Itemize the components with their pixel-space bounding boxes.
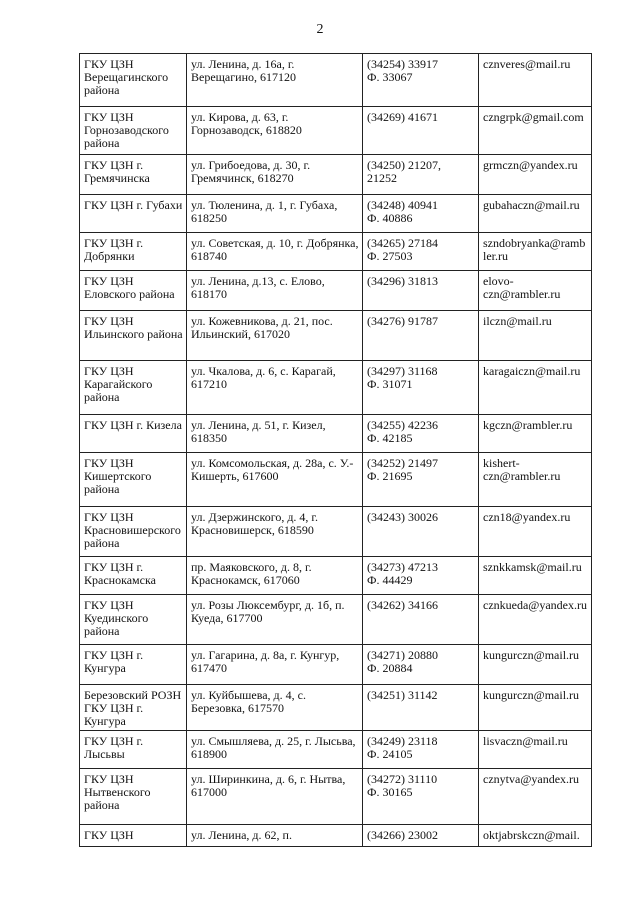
address-cell [187, 361, 363, 415]
table-row [80, 595, 592, 645]
address-text: ул. Ленина, д. 16а, г. Верещагино, 617120 [191, 57, 296, 84]
phone-text: (34266) 23002 [367, 828, 438, 842]
org-cell [80, 107, 187, 155]
email-text: oktjabrskczn@mail. [483, 828, 580, 842]
email-cell [479, 825, 592, 847]
phone-text: (34252) 21497 Ф. 21695 [367, 456, 438, 483]
org-text: ГКУ ЦЗН г. Губахи [84, 198, 183, 212]
email-text: lisvaczn@mail.ru [483, 734, 568, 748]
phone-text: (34272) 31110 Ф. 30165 [367, 772, 438, 799]
table-row [80, 645, 592, 685]
org-text: ГКУ ЦЗН Карагайского района [84, 364, 153, 404]
org-text: ГКУ ЦЗН Нытвенского района [84, 772, 151, 812]
phone-cell [363, 271, 479, 311]
org-cell [80, 361, 187, 415]
table-row [80, 155, 592, 195]
table-row [80, 311, 592, 361]
email-text: cznkueda@yandex.ru [483, 598, 588, 612]
email-text: czngrpk@gmail.com [483, 110, 584, 124]
phone-cell [363, 731, 479, 769]
phone-cell [363, 415, 479, 453]
org-cell [80, 195, 187, 233]
table-row [80, 453, 592, 507]
email-cell [479, 453, 592, 507]
address-cell [187, 271, 363, 311]
org-cell [80, 825, 187, 847]
org-cell [80, 731, 187, 769]
phone-text: (34254) 33917 Ф. 33067 [367, 57, 438, 84]
address-text: ул. Ленина, д. 51, г. Кизел, 618350 [191, 418, 326, 445]
address-text: ул. Кирова, д. 63, г. Горнозаводск, 618820 [191, 110, 302, 137]
phone-text: (34269) 41671 [367, 110, 438, 124]
email-text: elovo- czn@rambler.ru [483, 274, 561, 301]
table-row [80, 557, 592, 595]
address-text: ул. Дзержинского, д. 4, г. Красновишерск, 618590 [191, 510, 318, 537]
phone-cell [363, 155, 479, 195]
address-cell [187, 557, 363, 595]
phone-text: (34248) 40941 Ф. 40886 [367, 198, 438, 225]
org-cell [80, 645, 187, 685]
address-cell [187, 107, 363, 155]
org-cell [80, 769, 187, 825]
phone-cell [363, 453, 479, 507]
address-cell [187, 54, 363, 107]
address-text: ул. Ширинкина, д. 6, г. Нытва, 617000 [191, 772, 346, 799]
address-text: ул. Тюленина, д. 1, г. Губаха, 618250 [191, 198, 338, 225]
address-text: ул. Куйбышева, д. 4, с. Березовка, 617570 [191, 688, 306, 715]
address-cell [187, 731, 363, 769]
org-text: ГКУ ЦЗН [84, 828, 134, 842]
table-row [80, 825, 592, 847]
address-cell [187, 645, 363, 685]
org-cell [80, 685, 187, 731]
table-row [80, 415, 592, 453]
table-row [80, 769, 592, 825]
email-cell [479, 271, 592, 311]
email-text: sznkkamsk@mail.ru [483, 560, 582, 574]
table-row [80, 107, 592, 155]
phone-cell [363, 645, 479, 685]
org-cell [80, 557, 187, 595]
address-cell [187, 453, 363, 507]
address-text: ул. Смышляева, д. 25, г. Лысьва, 618900 [191, 734, 356, 761]
table-row [80, 731, 592, 769]
phone-text: (34250) 21207, 21252 [367, 158, 441, 185]
email-cell [479, 507, 592, 557]
phone-cell [363, 195, 479, 233]
phone-cell [363, 557, 479, 595]
org-cell [80, 311, 187, 361]
org-text: ГКУ ЦЗН г. Добрянки [84, 236, 144, 263]
phone-text: (34262) 34166 [367, 598, 438, 612]
address-text: ул. Ленина, д. 62, п. [191, 828, 292, 842]
phone-text: (34276) 91787 [367, 314, 438, 328]
org-text: ГКУ ЦЗН г. Гремячинска [84, 158, 150, 185]
org-cell [80, 233, 187, 271]
email-cell [479, 155, 592, 195]
email-text: kgczn@rambler.ru [483, 418, 573, 432]
email-text: kishert- czn@rambler.ru [483, 456, 561, 483]
org-cell [80, 271, 187, 311]
address-cell [187, 415, 363, 453]
org-text: Березовский РОЗН ГКУ ЦЗН г. Кунгура [84, 688, 182, 728]
email-text: szndobryanka@rambler.ru [483, 236, 586, 263]
email-text: cznveres@mail.ru [483, 57, 571, 71]
org-cell [80, 507, 187, 557]
address-text: ул. Гагарина, д. 8а, г. Кунгур, 617470 [191, 648, 340, 675]
org-text: ГКУ ЦЗН Верещагинского района [84, 57, 169, 97]
address-cell [187, 685, 363, 731]
org-text: ГКУ ЦЗН г. Кунгура [84, 648, 144, 675]
table-row [80, 361, 592, 415]
email-cell [479, 107, 592, 155]
org-cell [80, 54, 187, 107]
address-cell [187, 595, 363, 645]
email-cell [479, 769, 592, 825]
address-cell [187, 507, 363, 557]
phone-text: (34297) 31168 Ф. 31071 [367, 364, 438, 391]
email-cell [479, 233, 592, 271]
email-cell [479, 361, 592, 415]
phone-text: (34265) 27184 Ф. 27503 [367, 236, 438, 263]
table-row [80, 233, 592, 271]
email-text: gubahaczn@mail.ru [483, 198, 580, 212]
org-cell [80, 155, 187, 195]
table-row [80, 195, 592, 233]
table-row [80, 507, 592, 557]
email-cell [479, 195, 592, 233]
email-text: karagaiczn@mail.ru [483, 364, 581, 378]
phone-text: (34255) 42236 Ф. 42185 [367, 418, 438, 445]
page-number: 2 [316, 22, 324, 37]
phone-text: (34296) 31813 [367, 274, 438, 288]
phone-cell [363, 769, 479, 825]
phone-cell [363, 685, 479, 731]
phone-text: (34273) 47213 Ф. 44429 [367, 560, 438, 587]
org-text: ГКУ ЦЗН г. Краснокамска [84, 560, 156, 587]
org-text: ГКУ ЦЗН Куединского района [84, 598, 149, 638]
org-cell [80, 453, 187, 507]
email-text: czn18@yandex.ru [483, 510, 571, 524]
email-cell [479, 557, 592, 595]
address-cell [187, 233, 363, 271]
table-row [80, 271, 592, 311]
org-text: ГКУ ЦЗН Еловского района [84, 274, 175, 301]
email-text: cznytva@yandex.ru [483, 772, 580, 786]
email-cell [479, 731, 592, 769]
phone-text: (34249) 23118 Ф. 24105 [367, 734, 438, 761]
email-text: grmczn@yandex.ru [483, 158, 578, 172]
org-cell [80, 415, 187, 453]
org-text: ГКУ ЦЗН г. Лысьвы [84, 734, 144, 761]
address-cell [187, 195, 363, 233]
phone-cell [363, 311, 479, 361]
phone-cell [363, 54, 479, 107]
address-text: ул. Грибоедова, д. 30, г. Гремячинск, 618270 [191, 158, 311, 185]
org-cell [80, 595, 187, 645]
address-cell [187, 769, 363, 825]
phone-cell [363, 507, 479, 557]
phone-text: (34251) 31142 [367, 688, 438, 702]
phone-cell [363, 233, 479, 271]
email-cell [479, 645, 592, 685]
address-cell [187, 155, 363, 195]
contacts-table [79, 53, 592, 847]
phone-cell [363, 361, 479, 415]
address-text: ул. Ленина, д.13, с. Елово, 618170 [191, 274, 325, 301]
phone-text: (34243) 30026 [367, 510, 438, 524]
phone-text: (34271) 20880 Ф. 20884 [367, 648, 438, 675]
address-text: ул. Комсомольская, д. 28а, с. У.-Кишерть, 617600 [191, 456, 354, 483]
email-text: ilczn@mail.ru [483, 314, 552, 328]
phone-cell [363, 825, 479, 847]
address-cell [187, 311, 363, 361]
address-text: пр. Маяковского, д. 8, г. Краснокамск, 617060 [191, 560, 312, 587]
table-row [80, 685, 592, 731]
email-cell [479, 595, 592, 645]
org-text: ГКУ ЦЗН г. Кизела [84, 418, 182, 432]
org-text: ГКУ ЦЗН Горнозаводского района [84, 110, 169, 150]
phone-cell [363, 107, 479, 155]
address-text: ул. Кожевникова, д. 21, пос. Ильинский, 617020 [191, 314, 333, 341]
org-text: ГКУ ЦЗН Красновишерского района [84, 510, 181, 550]
email-text: kungurczn@mail.ru [483, 648, 580, 662]
address-text: ул. Розы Люксембург, д. 1б, п. Куеда, 617700 [191, 598, 345, 625]
address-text: ул. Советская, д. 10, г. Добрянка, 618740 [191, 236, 359, 263]
email-cell [479, 311, 592, 361]
address-cell [187, 825, 363, 847]
table-row [80, 54, 592, 107]
email-text: kungurczn@mail.ru [483, 688, 580, 702]
address-text: ул. Чкалова, д. 6, с. Карагай, 617210 [191, 364, 336, 391]
email-cell [479, 54, 592, 107]
email-cell [479, 685, 592, 731]
email-cell [479, 415, 592, 453]
phone-cell [363, 595, 479, 645]
org-text: ГКУ ЦЗН Ильинского района [84, 314, 183, 341]
org-text: ГКУ ЦЗН Кишертского района [84, 456, 152, 496]
